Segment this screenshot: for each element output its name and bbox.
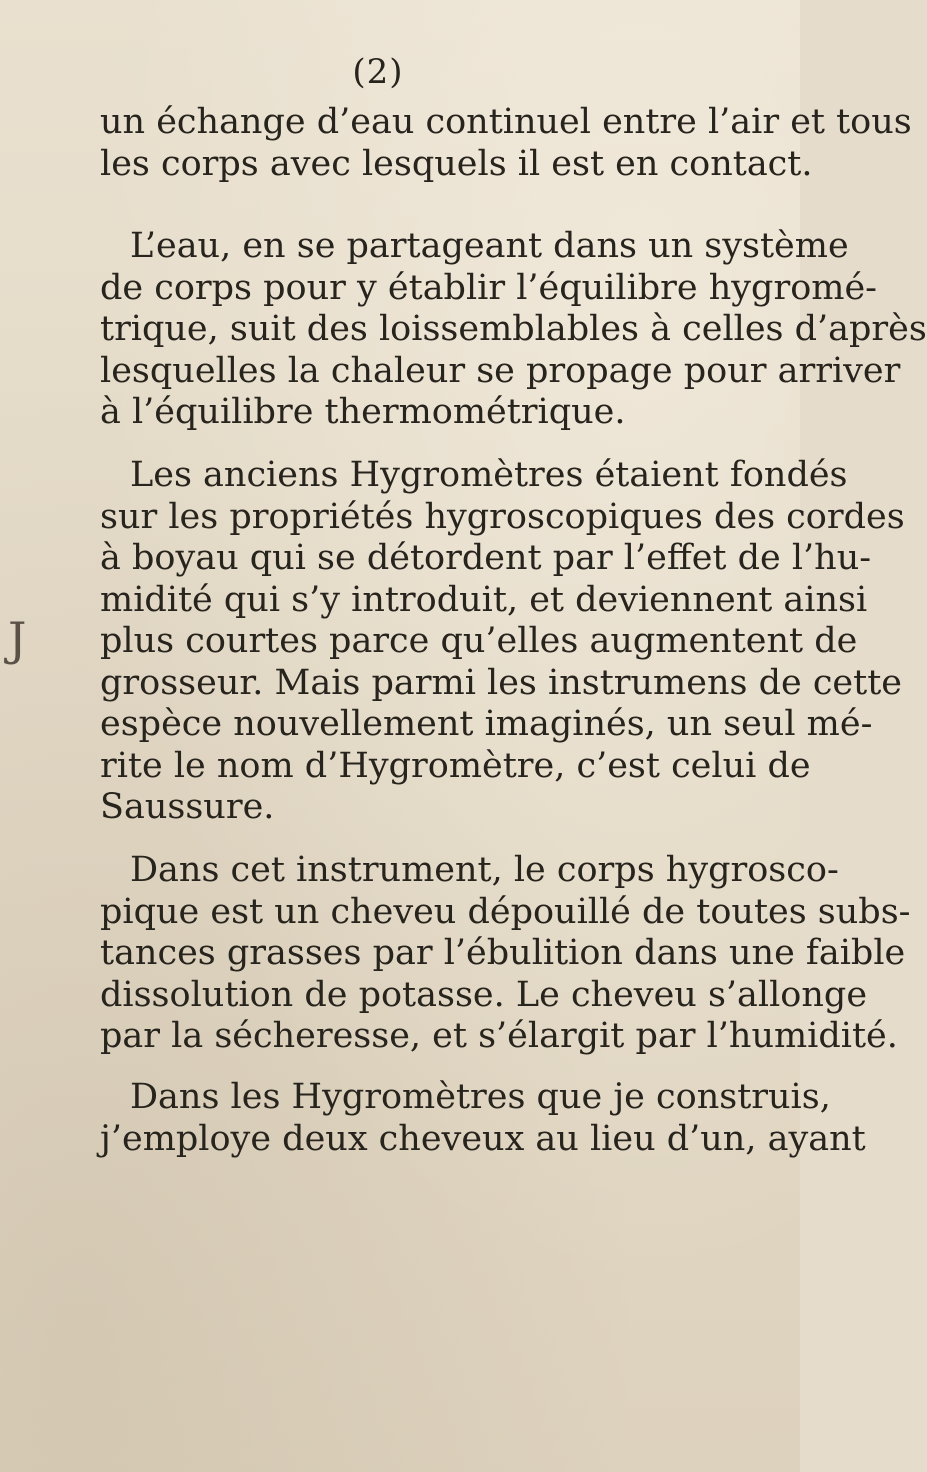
text-line: plus courtes parce qu’elles augmentent de	[100, 621, 858, 661]
text-line: j’employe deux cheveux au lieu d’un, ayant	[100, 1118, 866, 1159]
text-line: à l’équilibre thermométrique.	[100, 392, 626, 432]
text-line: tances grasses par l’ébulition dans une faible	[100, 933, 906, 973]
text-line: espèce nouvellement imaginés, un seul mé-	[100, 704, 873, 744]
text-line: pique est un cheveu dépouillé de toutes subs-	[100, 891, 911, 932]
text-line: midité qui s’y introduit, et deviennent ainsi	[100, 579, 868, 620]
text-line: un échange d’eau continuel entre l’air et tous	[100, 102, 912, 142]
text-line: lesquelles la chaleur se propage pour arriver	[100, 350, 901, 391]
text-line: rite le nom d’Hygromètre, c’est celui de	[100, 745, 811, 786]
text-line: les corps avec lesquels il est en contact.	[100, 143, 813, 184]
margin-mark: J	[8, 612, 27, 666]
paragraph-2	[100, 226, 927, 434]
text-line: par la sécheresse, et s’élargit par l’humidité.	[100, 1016, 898, 1056]
text-line: trique, suit des loissemblables à celles d’après	[100, 309, 927, 349]
text-line: grosseur. Mais parmi les instrumens de cette	[100, 662, 902, 703]
page-number: (2)	[352, 52, 404, 92]
text-line: sur les propriétés hygroscopiques des cordes	[100, 496, 905, 537]
text-line: Dans cet instrument, le corps hygrosco-	[130, 850, 839, 890]
paragraph-3	[100, 455, 905, 829]
text-line: Saussure.	[100, 787, 275, 827]
text-line: à boyau qui se détordent par l’effet de l’hu-	[100, 538, 872, 578]
paragraph-4	[100, 850, 911, 1058]
paragraph-5	[100, 1077, 866, 1160]
text-line: L’eau, en se partageant dans un système	[130, 226, 849, 266]
text-line: dissolution de potasse. Le cheveu s’allonge	[100, 974, 868, 1015]
paragraph-1	[100, 102, 912, 185]
text-line: Dans les Hygromètres que je construis,	[130, 1077, 831, 1117]
text-line: Les anciens Hygromètres étaient fondés	[130, 455, 848, 495]
text-line: de corps pour y établir l’équilibre hygromé-	[100, 267, 877, 308]
